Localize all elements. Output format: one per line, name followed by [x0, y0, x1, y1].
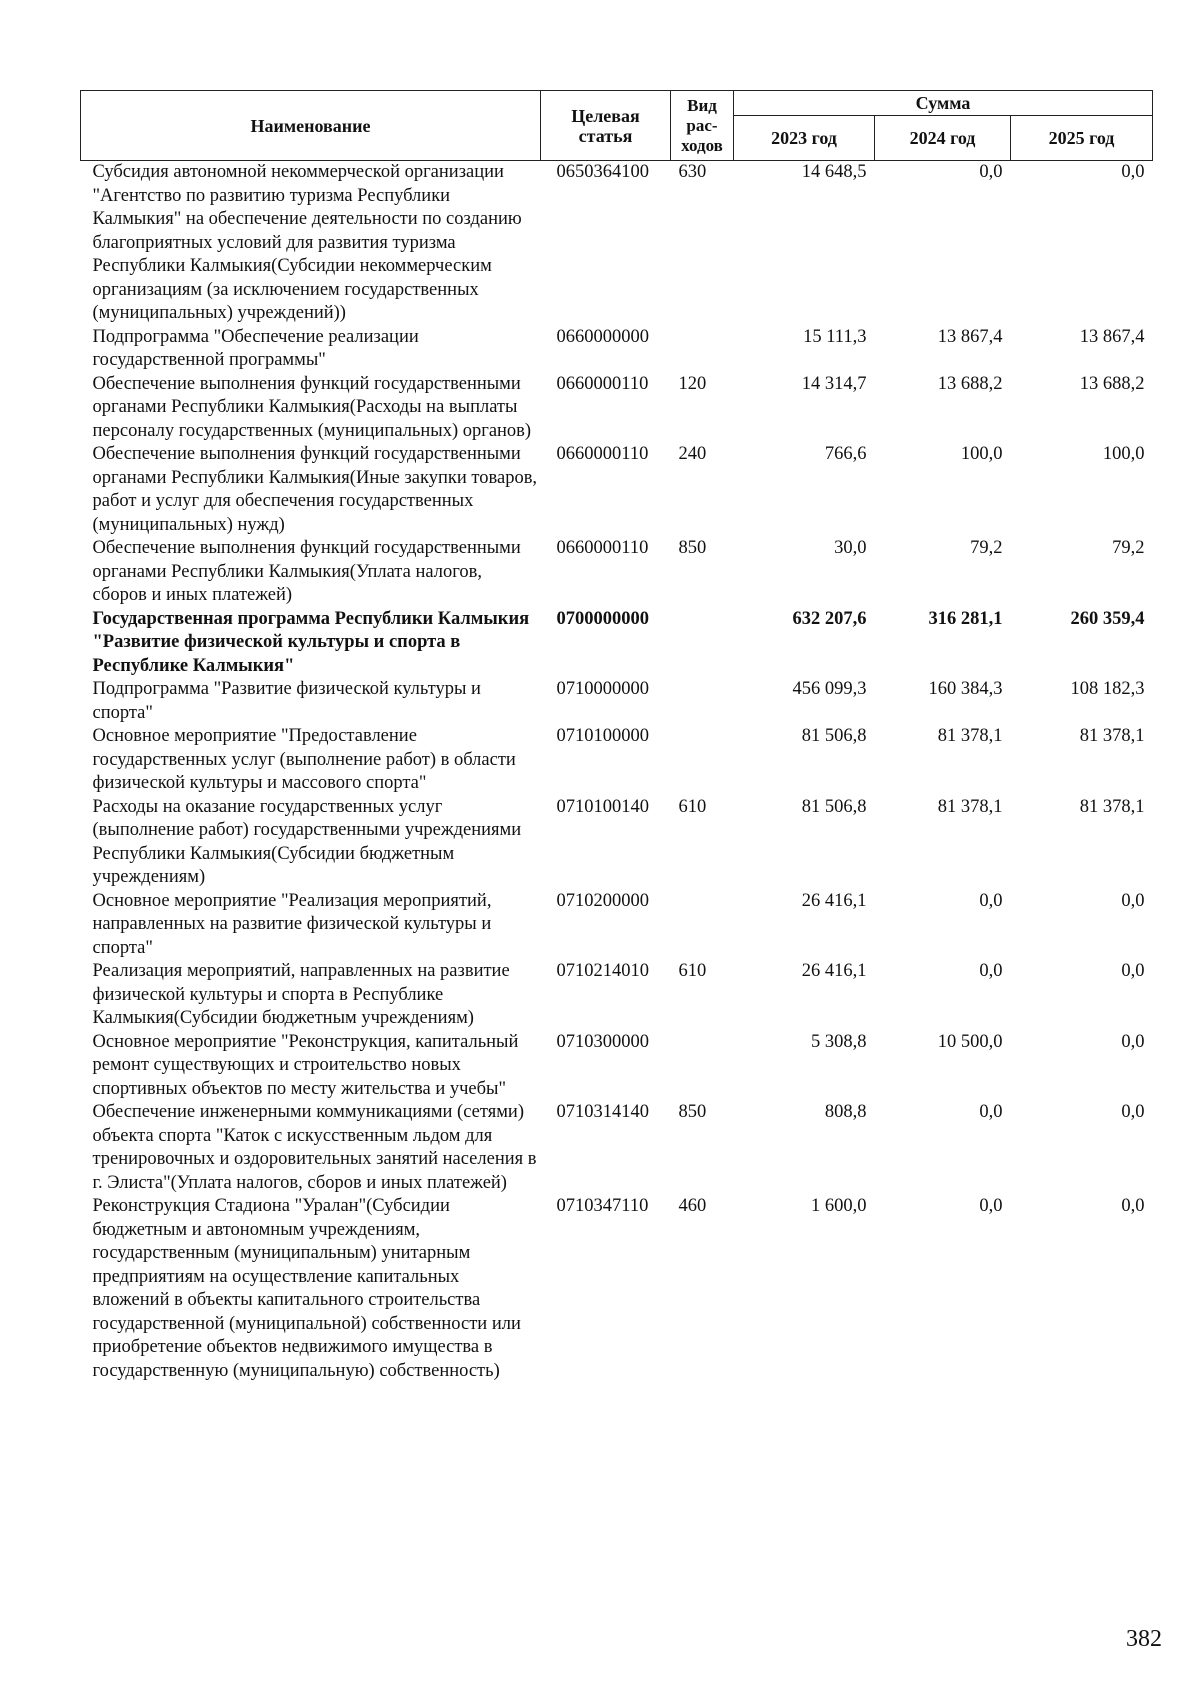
row-type: 850	[678, 538, 707, 558]
row-type: 610	[678, 796, 707, 817]
row-code: 0660000110	[556, 373, 649, 394]
row-code: 0710214010	[556, 961, 649, 981]
row-code: 0710300000	[556, 1031, 649, 1052]
row-value-2025: 0,0	[1121, 162, 1145, 182]
row-value-2024: 0,0	[979, 890, 1003, 911]
table-row	[81, 1101, 1153, 1195]
row-value-2023: 5 308,8	[811, 1031, 867, 1052]
table-row	[81, 326, 1153, 373]
row-value-2024: 13 867,4	[937, 326, 1003, 347]
row-name: Подпрограмма "Развитие физической культуры и спорта"	[92, 679, 481, 723]
row-name: Субсидия автономной некоммерческой организации "Агентство по развитию туризма Республики Калмыкия" на обеспечение деятельности по созданию благоприятных условий для развития туризма Республики Калмыкия(Субсидии некоммерческим организациям (за исключением государственных (муниципальных) учреждений))	[92, 162, 522, 323]
row-type: 460	[678, 1196, 707, 1216]
row-name: Государственная программа Республики Калмыкия "Развитие физической культуры и спорта в Республике Калмыкия"	[92, 608, 530, 676]
table-row	[81, 608, 1153, 679]
row-value-2023: 30,0	[834, 538, 867, 558]
row-name: Расходы на оказание государственных услуг (выполнение работ) государственными учреждениями Республики Калмыкия(Субсидии бюджетным учреждениям)	[92, 796, 522, 887]
row-value-2023: 15 111,3	[803, 326, 867, 347]
row-value-2024: 13 688,2	[937, 373, 1003, 394]
row-value-2023: 14 648,5	[801, 162, 867, 182]
table-row	[81, 1195, 1153, 1383]
row-value-2024: 0,0	[979, 1102, 1003, 1122]
row-name: Обеспечение выполнения функций государственными органами Республики Калмыкия(Иные закупки товаров, работ и услуг для обеспечения государственных (муниципальных) нужд)	[92, 444, 538, 535]
row-type	[671, 1031, 734, 1102]
row-name: Основное мероприятие "Реконструкция, капитальный ремонт существующих и строительство новых спортивных объектов по месту жительства и учебы"	[92, 1031, 519, 1099]
row-code: 0710200000	[556, 890, 649, 911]
row-type: 240	[678, 444, 707, 464]
header-year-2025: 2025 год	[1011, 116, 1153, 161]
row-value-2024: 0,0	[979, 1196, 1003, 1216]
row-name: Обеспечение выполнения функций государственными органами Республики Калмыкия(Уплата налогов, сборов и иных платежей)	[92, 538, 521, 605]
row-name: Обеспечение инженерными коммуникациями (сетями) объекта спорта "Каток с искусственным льдом для тренировочных и оздоровительных занятий населения в г. Элиста"(Уплата налогов, сборов и иных платежей)	[92, 1102, 537, 1193]
row-code: 0710100140	[556, 796, 649, 817]
row-value-2025: 0,0	[1121, 1102, 1145, 1122]
table-body	[81, 161, 1153, 1384]
header-sum: Сумма	[734, 91, 1153, 116]
row-code: 0710000000	[556, 679, 649, 699]
table-row	[81, 537, 1153, 608]
budget-table	[80, 90, 1153, 1383]
table-row	[81, 890, 1153, 961]
row-name: Подпрограмма "Обеспечение реализации государственной программы"	[92, 326, 419, 370]
row-value-2025: 13 688,2	[1079, 373, 1145, 394]
row-type	[671, 326, 734, 373]
row-value-2025: 100,0	[1102, 444, 1145, 464]
row-value-2025: 0,0	[1121, 1196, 1145, 1216]
row-value-2024: 0,0	[979, 961, 1003, 981]
row-value-2023: 1 600,0	[811, 1196, 867, 1216]
row-value-2023: 14 314,7	[801, 373, 867, 394]
table-row	[81, 960, 1153, 1031]
row-type	[671, 678, 734, 725]
row-code: 0710347110	[556, 1196, 649, 1216]
header-year-2024: 2024 год	[875, 116, 1011, 161]
header-year-2023: 2023 год	[734, 116, 875, 161]
row-value-2024: 81 378,1	[937, 726, 1003, 746]
row-code: 0660000000	[556, 326, 649, 347]
row-code: 0650364100	[556, 162, 649, 182]
header-name: Наименование	[81, 91, 541, 161]
row-value-2023: 456 099,3	[792, 679, 867, 699]
row-value-2025: 81 378,1	[1079, 796, 1145, 817]
row-type: 850	[678, 1102, 707, 1122]
row-value-2023: 81 506,8	[801, 726, 867, 746]
header-code: Целевая статья	[541, 91, 671, 161]
table-header	[81, 91, 1153, 161]
row-type: 610	[678, 961, 707, 981]
row-value-2024: 100,0	[960, 444, 1003, 464]
row-value-2025: 0,0	[1121, 1031, 1145, 1052]
row-value-2024: 79,2	[970, 538, 1003, 558]
row-name: Реконструкция Стадиона "Уралан"(Субсидии бюджетным и автономным учреждениям, государственным (муниципальным) унитарным предприятиям на осуществление капитальных вложений в объекты капитального строительства государственной (муниципальной) собственности или приобретение объектов недвижимого имущества в государственную (муниципальную) собственность)	[92, 1196, 521, 1381]
row-value-2023: 26 416,1	[801, 890, 867, 911]
row-code: 0710314140	[556, 1102, 649, 1122]
header-type: Вид рас-ходов	[671, 91, 734, 161]
row-name: Основное мероприятие "Реализация мероприятий, направленных на развитие физической культуры и спорта"	[92, 890, 492, 958]
row-type	[671, 608, 734, 679]
row-value-2025: 0,0	[1121, 890, 1145, 911]
row-value-2024: 81 378,1	[937, 796, 1003, 817]
row-value-2025: 108 182,3	[1070, 679, 1145, 699]
row-value-2023: 632 207,6	[792, 608, 867, 629]
row-value-2025: 79,2	[1112, 538, 1145, 558]
row-value-2025: 13 867,4	[1079, 326, 1145, 347]
table-row	[81, 161, 1153, 326]
page-number: 382	[1126, 1626, 1162, 1652]
row-type	[671, 725, 734, 796]
row-value-2023: 81 506,8	[801, 796, 867, 817]
table-row	[81, 443, 1153, 537]
row-code: 0660000110	[556, 538, 649, 558]
row-value-2024: 10 500,0	[937, 1031, 1003, 1052]
row-type	[671, 890, 734, 961]
table-row	[81, 725, 1153, 796]
row-value-2023: 808,8	[824, 1102, 867, 1122]
row-value-2023: 26 416,1	[801, 961, 867, 981]
row-value-2025: 0,0	[1121, 961, 1145, 981]
table-row	[81, 1031, 1153, 1102]
row-value-2024: 0,0	[979, 162, 1003, 182]
row-name: Обеспечение выполнения функций государственными органами Республики Калмыкия(Расходы на выплаты персоналу государственных (муниципальных) органов)	[92, 373, 532, 441]
table-row	[81, 796, 1153, 890]
row-value-2024: 316 281,1	[928, 608, 1003, 629]
row-type: 120	[678, 373, 707, 394]
row-value-2025: 260 359,4	[1070, 608, 1145, 629]
row-type: 630	[678, 162, 707, 182]
row-name: Реализация мероприятий, направленных на развитие физической культуры и спорта в Республике Калмыкия(Субсидии бюджетным учреждениям)	[92, 961, 510, 1028]
table-row	[81, 678, 1153, 725]
row-code: 0710100000	[556, 726, 649, 746]
table-row	[81, 373, 1153, 444]
row-name: Основное мероприятие "Предоставление государственных услуг (выполнение работ) в области физической культуры и массового спорта"	[92, 726, 516, 793]
row-value-2023: 766,6	[824, 444, 867, 464]
row-code: 0700000000	[556, 608, 649, 629]
row-code: 0660000110	[556, 444, 649, 464]
row-value-2024: 160 384,3	[928, 679, 1003, 699]
row-value-2025: 81 378,1	[1079, 726, 1145, 746]
